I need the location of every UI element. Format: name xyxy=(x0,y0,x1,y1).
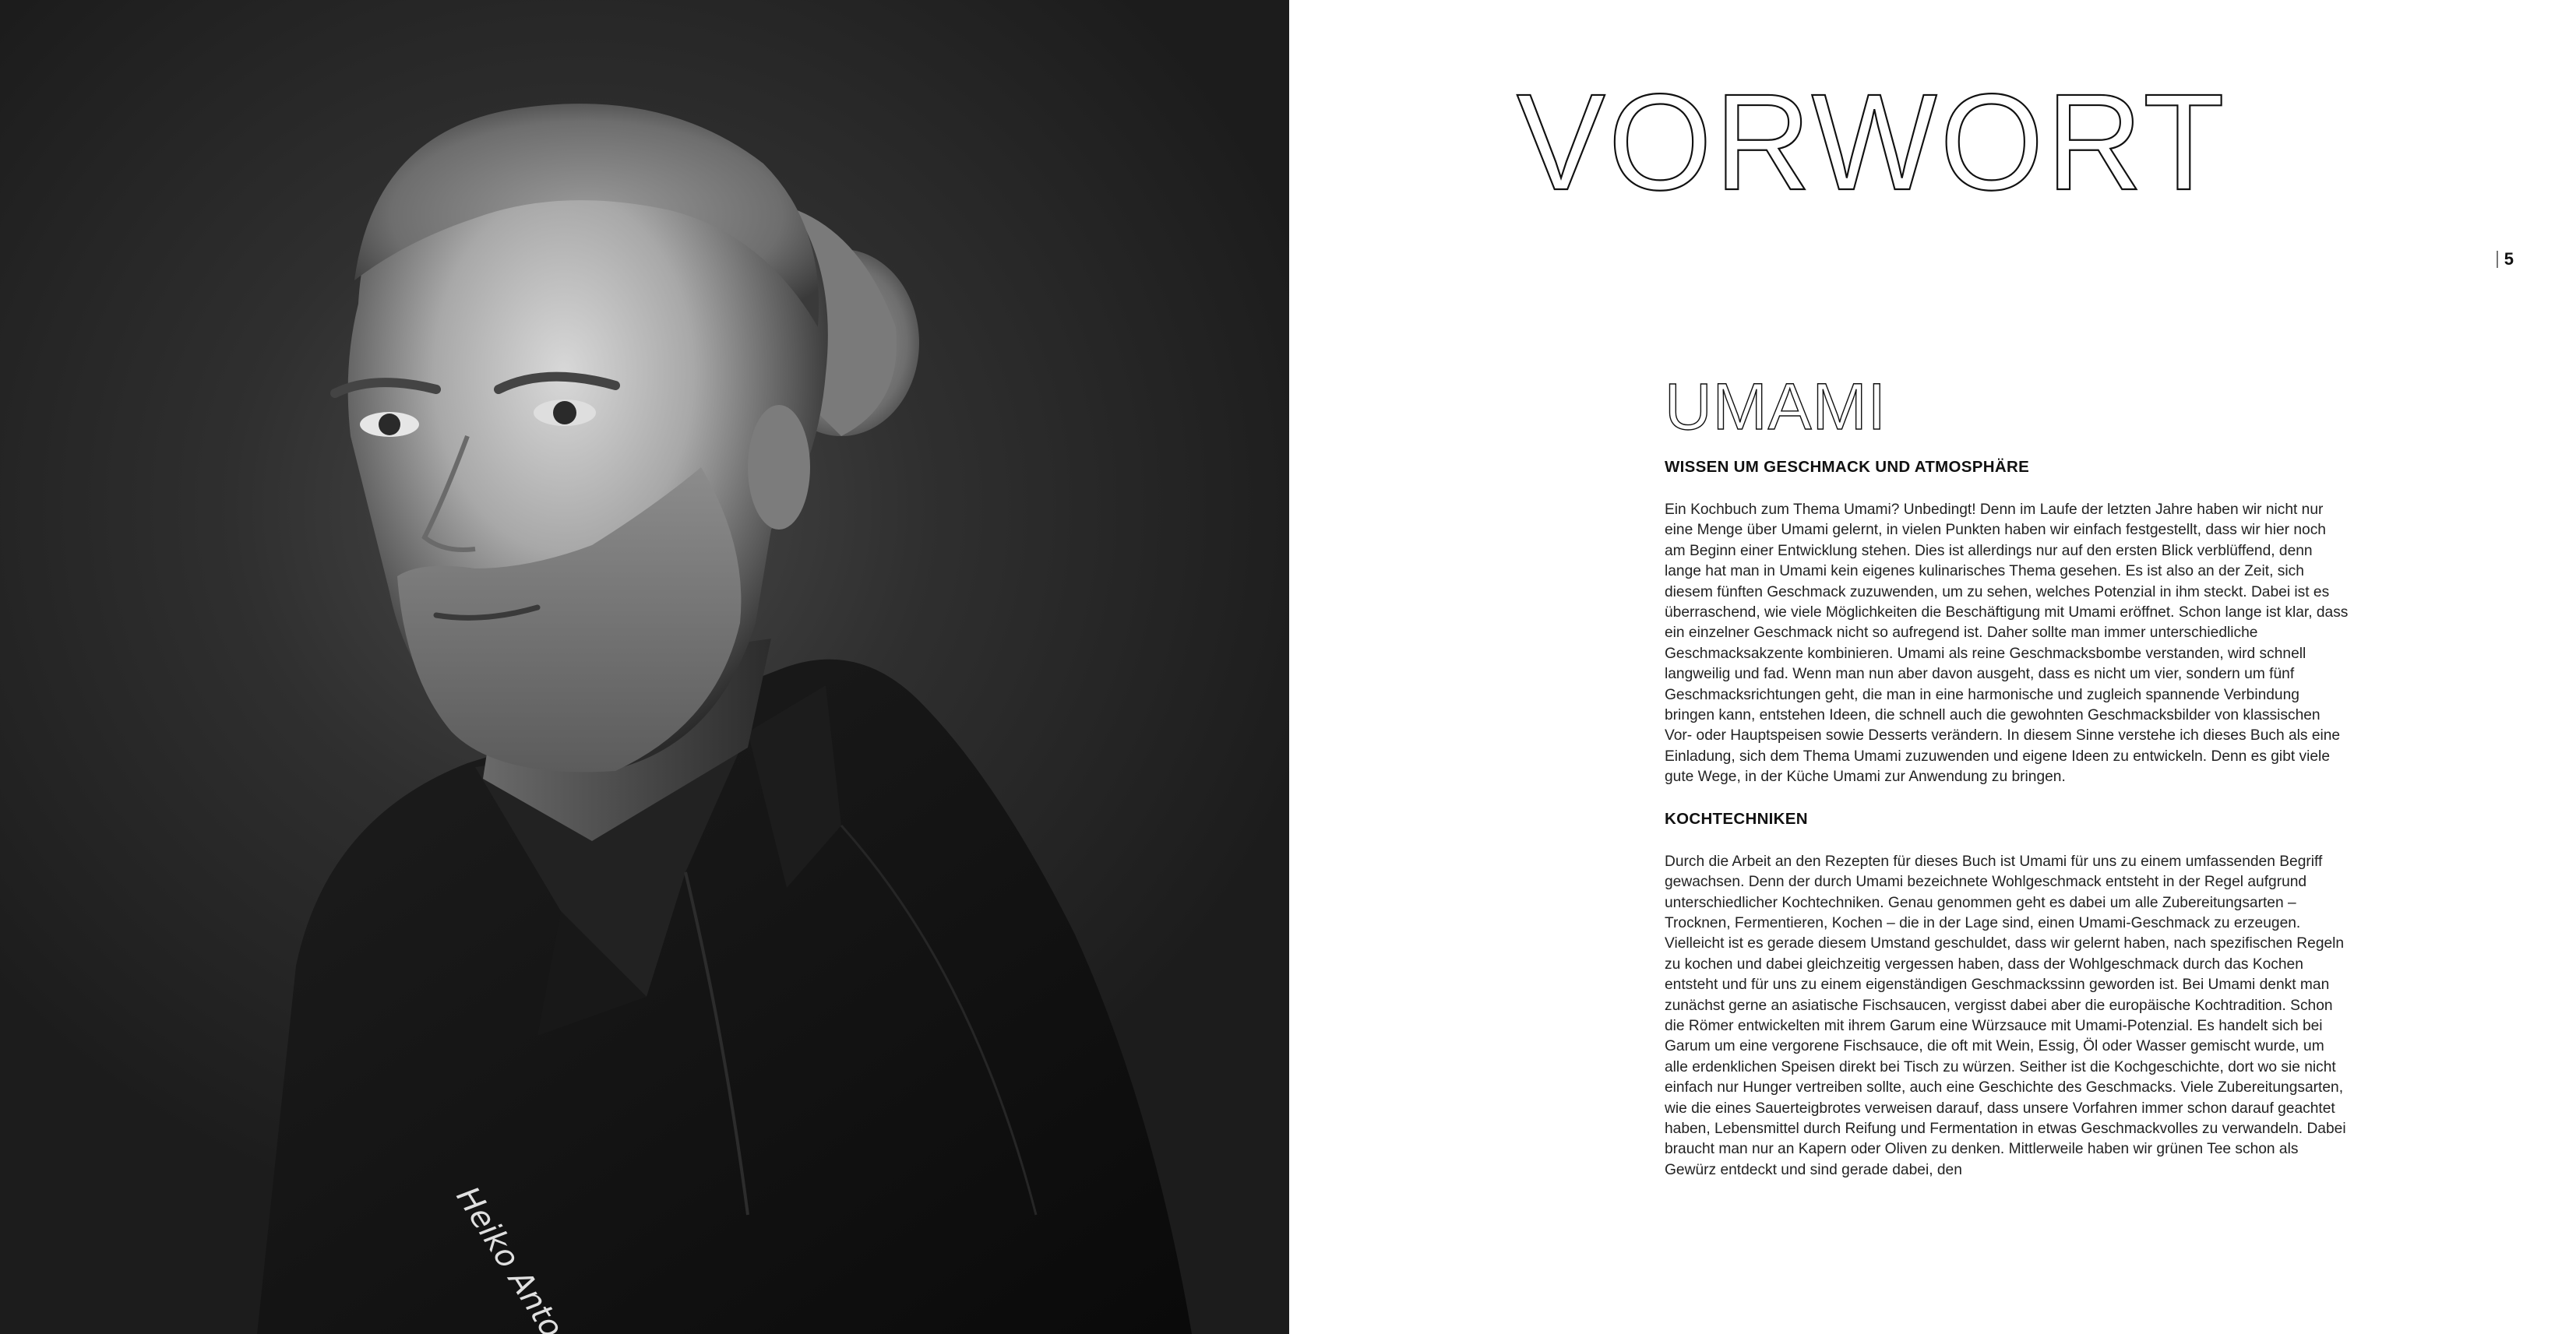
text-page xyxy=(1289,0,2576,1334)
section-title: UMAMI xyxy=(1665,370,1887,443)
page-number: 5 xyxy=(2497,251,2514,268)
chapter-title: VORWORT xyxy=(1517,66,2228,219)
subheading-taste: WISSEN UM GESCHMACK UND ATMOSPHÄRE xyxy=(1665,458,2030,476)
article xyxy=(1665,370,2350,1181)
subheading-techniques: KOCHTECHNIKEN xyxy=(1665,809,1808,828)
paragraph-intro: Ein Kochbuch zum Thema Umami? Unbedingt! Denn im Laufe der letzten Jahre haben wir nicht nur eine Menge über Umami gelernt, in vielen Punkten haben wir einfach festgestellt, dass wir hier noch am Beginn einer Entwicklung stehen. Dies ist allerdings nur auf den ersten Blick verblüffend, denn lange hat man in Umami kein eigenes kulinarisches Thema gesehen. Es ist also an der Zeit, sich diesem fünften Geschmack zuzuwenden, um zu sehen, welches Potenzial in ihm steckt. Dabei ist es überraschend, wie viele Möglichkeiten die Beschäftigung mit Umami eröffnet. Schon lange ist klar, dass ein einzelner Geschmack nicht so aufregend ist. Daher sollte man immer unterschiedliche Geschmacksakzente kombinieren. Umami als reine Geschmacksbombe verstanden, wird schnell langweilig und fad. Wenn man nun aber davon ausgeht, dass es nicht um vier, sondern um fünf Geschmacksrichtungen geht, die man in eine harmonische und zugleich spannende Verbindung bringen kann, entstehen Ideen, die schnell auch die gewohnten Geschmacksbilder von klassischen Vor- oder Hauptspeisen sowie Desserts verändern. In diesem Sinne verstehe ich dieses Buch als eine Einladung, sich dem Thema Umami zuzuwenden und eigene Ideen zu entwickeln. Denn es gibt viele gute Wege, in der Küche Umami zur Anwendung zu bringen. xyxy=(1665,502,2349,786)
paragraph-techniques: Durch die Arbeit an den Rezepten für dieses Buch ist Umami für uns zu einem umfassenden Begriff gewachsen. Denn der durch Umami bezeichnete Wohlgeschmack entsteht in der Regel aufgrund unterschiedlicher Kochtechniken. Genau genommen geht es dabei um alle Zubereitungsarten – Trocknen, Fermentieren, Kochen – die in der Lage sind, einen Umami-Geschmack zu erzeugen. Vielleicht ist es gerade diesem Umstand geschuldet, dass wir gelernt haben, nach spezifischen Regeln zu kochen und dabei gleichzeitig vergessen haben, dass der Wohlgeschmack durch das Kochen entsteht und für uns zu einem eigenständigen Geschmackssinn geworden ist. Bei Umami denkt man zunächst gerne an asiatische Fischsaucen, vergisst dabei aber die europäische Kochtradition. Schon die Römer entwickelten mit ihrem Garum eine Würzsauce mit Umami-Potenzial. Es handelt sich bei Garum um eine vergorene Fischsauce, die oft mit Wein, Essig, Öl oder Wasser gemischt wurde, um alle erdenklichen Speisen direkt bei Tisch zu würzen. Seither ist die Kochgeschichte, dort wo sie nicht einfach nur Hunger vertreiben sollte, auch eine Geschichte des Geschmacks. Viele Zubereitungsarten, wie die eines Sauerteigbrotes verweisen darauf, dass unsere Vorfahren immer schon darauf geachtet haben, Lebensmittel durch Reifung und Fermentation in etwas Geschmackvolles zu verwandeln. Dabei braucht man nur an Kapern oder Oliven zu denken. Mittlerweile haben wir grünen Tee schon als Gewürz entdeckt und sind gerade dabei, den xyxy=(1665,853,2346,1178)
